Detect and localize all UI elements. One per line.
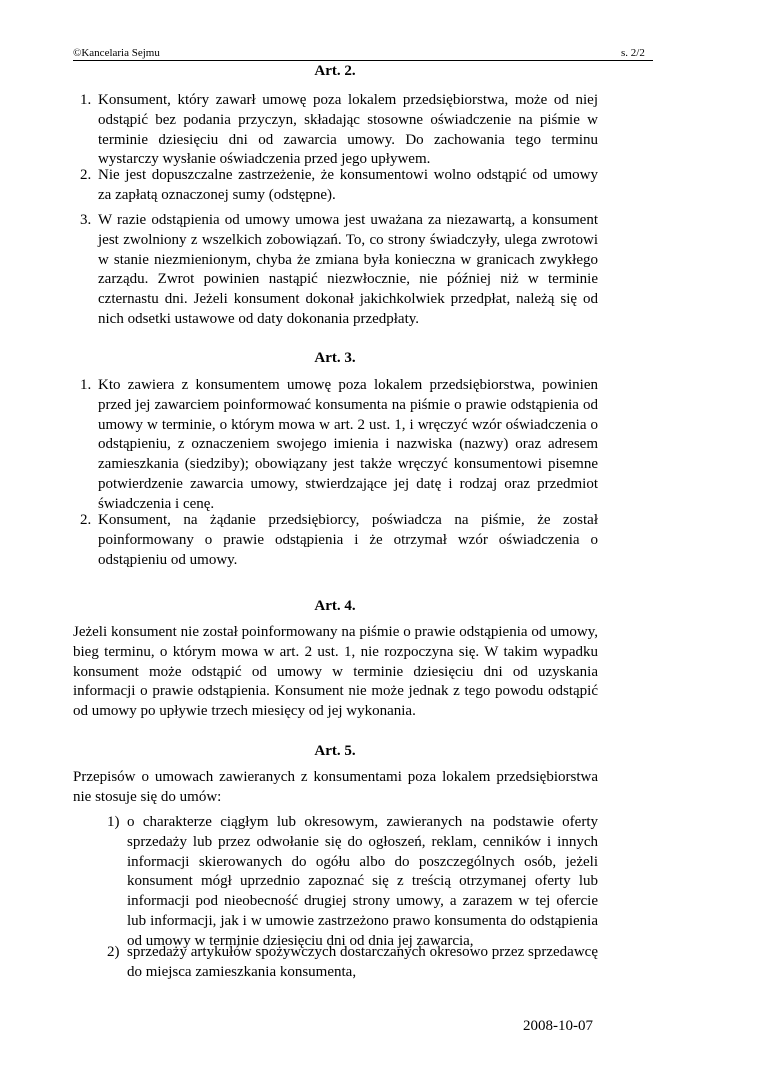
item-text: o charakterze ciągłym lub okresowym, zawieranych na podstawie oferty sprzedaży lub przez odwołanie się do ogłoszeń, reklam, cenników i innych informacji skierowanych do ogółu albo do poszczególnych osób, jeżeli konsument mógł uprzednio zapoznać się z treścią otrzymanej oferty lub informacji pod nieobecność drugiej strony umowy, a zarazem w tej ofercie lub informacji, jak i w umowie zastrzeżono prawo konsumenta do odstąpienia od umowy w terminie dziesięciu dni od dnia jej zawarcia, xyxy=(127,814,598,949)
art-5-title: Art. 5. xyxy=(314,743,356,759)
art-2-item-2 xyxy=(80,166,598,206)
item-text: Konsument, na żądanie przedsiębiorcy, poświadcza na piśmie, że został poinformowany o prawie odstąpienia i że otrzymał wzór oświadczenia o odstąpieniu od umowy. xyxy=(98,512,598,568)
item-number: 2. xyxy=(80,167,92,183)
item-number: 2. xyxy=(80,512,92,528)
header-page-number: s. 2/2 xyxy=(621,47,645,59)
art-2-item-3 xyxy=(80,211,598,330)
art-2-title: Art. 2. xyxy=(314,63,356,79)
item-text: W razie odstąpienia od umowy umowa jest uważana za niezawartą, a konsument jest zwolniony z wszelkich zobowiązań. To, co strony świadczyły, ulega zwrotowi w stanie niezmienionym, chyba że zmiana była konieczna w granicach zwykłego zarządu. Zwrot powinien nastąpić niezwłocznie, nie później niż w terminie czternastu dni. Jeżeli konsument dokonał jakichkolwiek przedpłat, należą się od nich odsetki ustawowe od daty dokonania przedpłaty. xyxy=(98,212,598,327)
art-5-item-2 xyxy=(107,943,598,983)
footer-date: 2008-10-07 xyxy=(523,1018,593,1034)
item-number: 3. xyxy=(80,212,92,228)
item-text: Kto zawiera z konsumentem umowę poza lokalem przedsiębiorstwa, powinien przed jej zawarciem poinformować konsumenta na piśmie o prawie odstąpienia od umowy w terminie, o którym mowa w art. 2 ust. 1, i wręczyć wzór oświadczenia o odstąpieniu, z oznaczeniem swojego imienia i nazwiska (nazwy) oraz adresem zamieszkania (siedziby); obowiązany jest także wręczyć konsumentowi pisemne potwierdzenie zawarcia umowy, stwierdzające jej datę i rodzaj oraz przedmiot świadczenia i cenę. xyxy=(98,377,598,512)
item-text: Konsument, który zawarł umowę poza lokalem przedsiębiorstwa, może od niej odstąpić bez podania przyczyn, składając stosowne oświadczenie na piśmie w terminie dziesięciu dni od zawarcia umowy. Do zachowania tego terminu wystarczy wysłanie oświadczenia przed jego upływem. xyxy=(98,92,598,168)
art-5-item-1 xyxy=(107,813,598,952)
header-source: ©Kancelaria Sejmu xyxy=(73,47,160,59)
item-text: sprzedaży artykułów spożywczych dostarczanych okresowo przez sprzedawcę do miejsca zamieszkania konsumenta, xyxy=(127,944,598,980)
art-3-title: Art. 3. xyxy=(314,350,356,366)
item-text: Nie jest dopuszczalne zastrzeżenie, że konsumentowi wolno odstąpić od umowy za zapłatą oznaczonej sumy (odstępne). xyxy=(98,167,598,203)
art-5-intro: Przepisów o umowach zawieranych z konsumentami poza lokalem przedsiębiorstwa nie stosuje się do umów: xyxy=(73,769,598,805)
item-number: 1. xyxy=(80,377,92,393)
art-3-item-1 xyxy=(80,376,598,515)
item-number: 1. xyxy=(80,92,92,108)
item-number: 1) xyxy=(107,814,120,830)
item-number: 2) xyxy=(107,944,120,960)
art-2-item-1 xyxy=(80,91,598,170)
art-4-title: Art. 4. xyxy=(314,598,356,614)
art-3-item-2 xyxy=(80,511,598,570)
header-rule xyxy=(73,60,653,61)
art-4-text: Jeżeli konsument nie został poinformowany na piśmie o prawie odstąpienia od umowy, bieg terminu, o którym mowa w art. 2 ust. 1, nie rozpoczyna się. W takim wypadku konsument może odstąpić od umowy w terminie dziesięciu dni od uzyskania informacji o prawie odstąpienia. Konsument nie może jednak z tego powodu odstąpić od umowy po upływie trzech miesięcy od jej wykonania. xyxy=(73,624,598,720)
